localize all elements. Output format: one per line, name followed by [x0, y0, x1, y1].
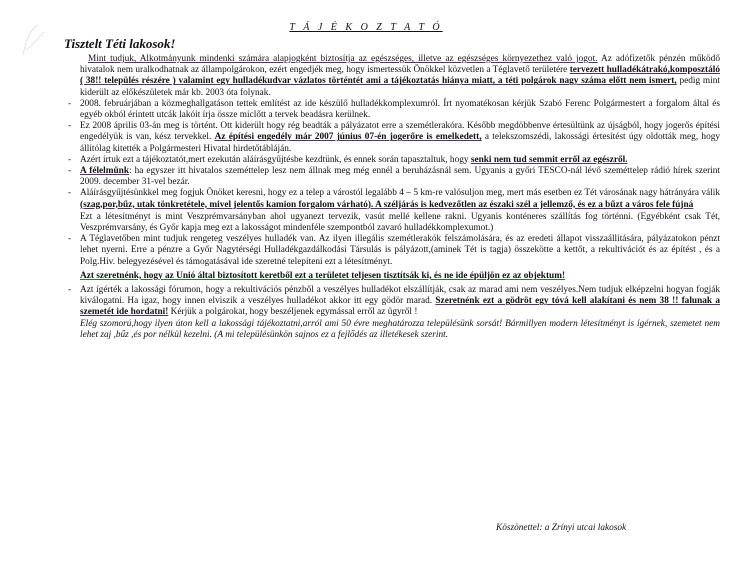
intro-part-a: Mint tudjuk, Alkotmányunk mindenki számára alapjogként biztosítja az egészséges, illetve az egészséges környezethez való jogot.: [88, 54, 598, 64]
item-text: Azt ígérték a lakossági fórumon, hogy a rekultivációs pénzből a veszélyes hulladékot elszállítják, csak az marad ami nem veszélyes.Nem tudjuk elképzelni hogyan fogják kiválogatni. Ha igaz, hogy innen elviszik a veszélyes hulladékot akkor itt egy gödör marad.: [80, 285, 720, 307]
item-emphasis: senki nem tud semmit erről az egészről.: [470, 154, 628, 165]
item-text: Ez 2008 április 03-án meg is történt. Ott kiderült hogy rég beadták a pályázatot erre a szemétlerakóra. Később megdöbbenve értesültünk az újságból, hogy jogerős építési engedélyük is van, kész tervekkel.: [80, 121, 720, 143]
item-text: : ha egyszer itt hivatalos szeméttelep lesz nem állnak meg még ennél a beruházásnál sem. Ugyanis a győri TESCO-nál lévő szeméttelep rádió hírek szerint 2009. december 31-vel bezár.: [80, 166, 720, 188]
greeting: Tisztelt Téti lakosok!: [64, 36, 176, 51]
intro-part-b: Az adófizetők pénzén működő hivatalok nem uralkodhatnak az állampolgárokon, ezért engedjék meg, hogy ismertessük Önökkel közvetlen a Téglavető területére: [80, 54, 720, 76]
item-text: Azért írtuk ezt a tájékoztatót,mert ezekután aláírásgyűjtésbe kezdtünk, és ennek során tapasztaltuk, hogy: [80, 154, 471, 165]
item-emphasis: A félelmünk: [80, 166, 129, 177]
document-body: [68, 54, 721, 341]
item-emphasis: (szag,por,bűz, utak tönkretétele, mivel jelentős kamion forgalom várható). A széljárás is kedvezőtlen az északi szél a jellemző, és ez a bűzt a város fele fújná: [80, 199, 694, 210]
objective-statement: Azt szeretnénk, hogy az Unió által biztosított keretből ezt a területet teljesen tisztítsák ki, és ne ide épüljön ez az objektum!: [80, 270, 566, 281]
signature-line: Köszönettel: a Zrínyi utcai lakosok: [496, 523, 627, 533]
list-item-2: - Ez 2008 április 03-án meg is történt. Ott kiderült hogy rég beadták a pályázatot erre a szemétlerakóra. Később megdöbbenve értesültünk az újságból, hogy jogerős építési engedélyük is van, kész tervekkel. Az építési engedély már 2007 június 07-én jogerőre is emelkedett, a telekszomszédi, lakossági értesítést úgy oldották meg, hogy állítólag kitették a Polgármesteri Hivatal hirdetőtábláján.: [68, 121, 721, 154]
item-emphasis: Az építési engedély már 2007 június 07-én jogerőre is emelkedett,: [214, 132, 482, 143]
list-item-4: - A félelmünk: ha egyszer itt hivatalos szeméttelep lesz nem állnak meg még ennél a beruházásnál sem. Ugyanis a győri TESCO-nál lévő szeméttelep rádió hírek szerint 2009. december 31-vel bezár.: [68, 166, 720, 188]
intro-part-c: tervezett hulladékátrakó,komposztáló ( 38!! település részére ) valamint egy hulladékudvar vázlatos történtét ami a tájékoztatás hiánya miatt, a téti polgárok nagy száma előtt nem ismert,: [80, 65, 721, 87]
item-text: A Téglavetőben mint tudjuk rengeteg veszélyes hulladék van. Az ilyen illegális szemétlerakók felszámolására, és az eredeti állapot visszaállítására, pályázatokon pénzt lehet nyerni. Erre a pénzre a Győr Nagytérségi Hulladékgazdálkodási Társulás is pályázott,(aminek Tét is tagja) összekötte a kettőt, a rekultivációt és az építést , és a Polg.Hiv. belegyezésével és támogatásával ide szeretné telepíteni ezt a létesítményt.: [80, 234, 720, 267]
closing-paragraph: Elég szomorú,hogy ilyen úton kell a lakossági tájékoztatni,arról ami 50 évre meghatározza településünk sorsát! Bármillyen modern létesítményt is ígérnek, szemetet nem lehet zaj ,bűz ,és por nélkül kezelni. (A mi településünkön sajnos ez a fejlődés az illetékesek szerint.: [80, 318, 720, 340]
list-item-1: - 2008. februárjában a közmeghallgatáson tettek említést az ide készülő hulladékkomplexumról. Írt nyomatékosan kérjük Szabó Ferenc Polgármestert a forgalom által és egyéb okból érintett utcák lakóit írja össze miclőtt a tervek beadásra kerülnek.: [68, 98, 720, 121]
item-emphasis: Szeretnénk ezt a gödröt egy tóvá kell alakítani és nem 38 !! falunak a szemetét ide hordatni!: [80, 296, 720, 318]
document-title: T Á J É K O Z T A T Ó: [289, 22, 443, 33]
item-text: Kérjük a polgárokat, hogy beszéljenek egymással erről az ügyről !: [168, 307, 418, 318]
item-text: Aláírásgyűjtésünkkel meg fogjuk Önöket keresni, hogy ez a telep a várostól legalább 4 – 5 km-re valósuljon meg, mert más esetben ez Tét városának nagy hátrányára válik: [80, 188, 720, 199]
list-item-3: - Azért írtuk ezt a tájékoztatót,mert ezekután aláírásgyűjtésbe kezdtünk, és ennek során tapasztaltuk, hogy senki nem tud semmit erről az egészről.: [68, 154, 628, 165]
list-item-5: - Aláírásgyűjtésünkkel meg fogjuk Önöket keresni, hogy ez a telep a várostól legalább 4 – 5 km-re valósuljon meg, mert más esetben ez Tét városának nagy hátrányára válik (szag,por,bűz, utak tönkretétele, mivel jelentős kamion forgalom várható). A széljárás is kedvezőtlen az északi szél a jellemző, és ez a bűzt a város fele fújná: [68, 188, 720, 210]
item-text: a telekszomszédi, lakossági értesítést úgy oldották meg, hogy állítólag kitették a Polgármesteri Hivatal hirdetőtábláján.: [80, 132, 721, 154]
intro-paragraph: [80, 54, 720, 99]
item-text: 2008. februárjában a közmeghallgatáson tettek említést az ide készülő hulladékkomplexumról. Írt nyomatékosan kérjük Szabó Ferenc Polgármestert a forgalom által és egyéb okból érintett utcák lakóit írja össze miclőtt a tervek beadásra kerülnek.: [80, 98, 720, 121]
list-item-7: - Azt ígérték a lakossági fórumon, hogy a rekultivációs pénzből a veszélyes hulladékot elszállítják, csak az marad ami nem veszélyes.Nem tudjuk elképzelni hogyan fogják kiválogatni. Ha igaz, hogy innen elviszik a veszélyes hulladékot akkor itt egy gödör marad. Szeretnénk ezt a gödröt egy tóvá kell alakítani és nem 38 !! falunak a szemetét ide hordatni! Kérjük a polgárokat, hogy beszéljenek egymással erről az ügyről !: [68, 285, 720, 318]
container-paragraph: Ezt a létesítményt is mint Veszprémvarsányban ahol ugyanezt tervezik, vasút mellé kellene rakni. Ugyanis konténeres szállítás fog történni. (Egyébként csak Tét, Veszprémvarsány, és Győr kapja meg ezt a lakosságot mindenféle szempontból zavaró hulladékkomplexumot.): [80, 211, 720, 234]
list-item-6: - A Téglavetőben mint tudjuk rengeteg veszélyes hulladék van. Az ilyen illegális szemétlerakók felszámolására, és az eredeti állapot visszaállítására, pályázatokon pénzt lehet nyerni. Erre a pénzre a Győr Nagytérségi Hulladékgazdálkodási Társulás is pályázott,(aminek Tét is tagja) összekötte a kettőt, a rekultivációt és az építést , és a Polg.Hiv. belegyezésével és támogatásával ide szeretné telepíteni ezt a létesítményt.: [68, 234, 720, 267]
intro-part-d: pedig mint kiderült az előkészületek már kb. 2003 óta folynak.: [80, 76, 720, 98]
